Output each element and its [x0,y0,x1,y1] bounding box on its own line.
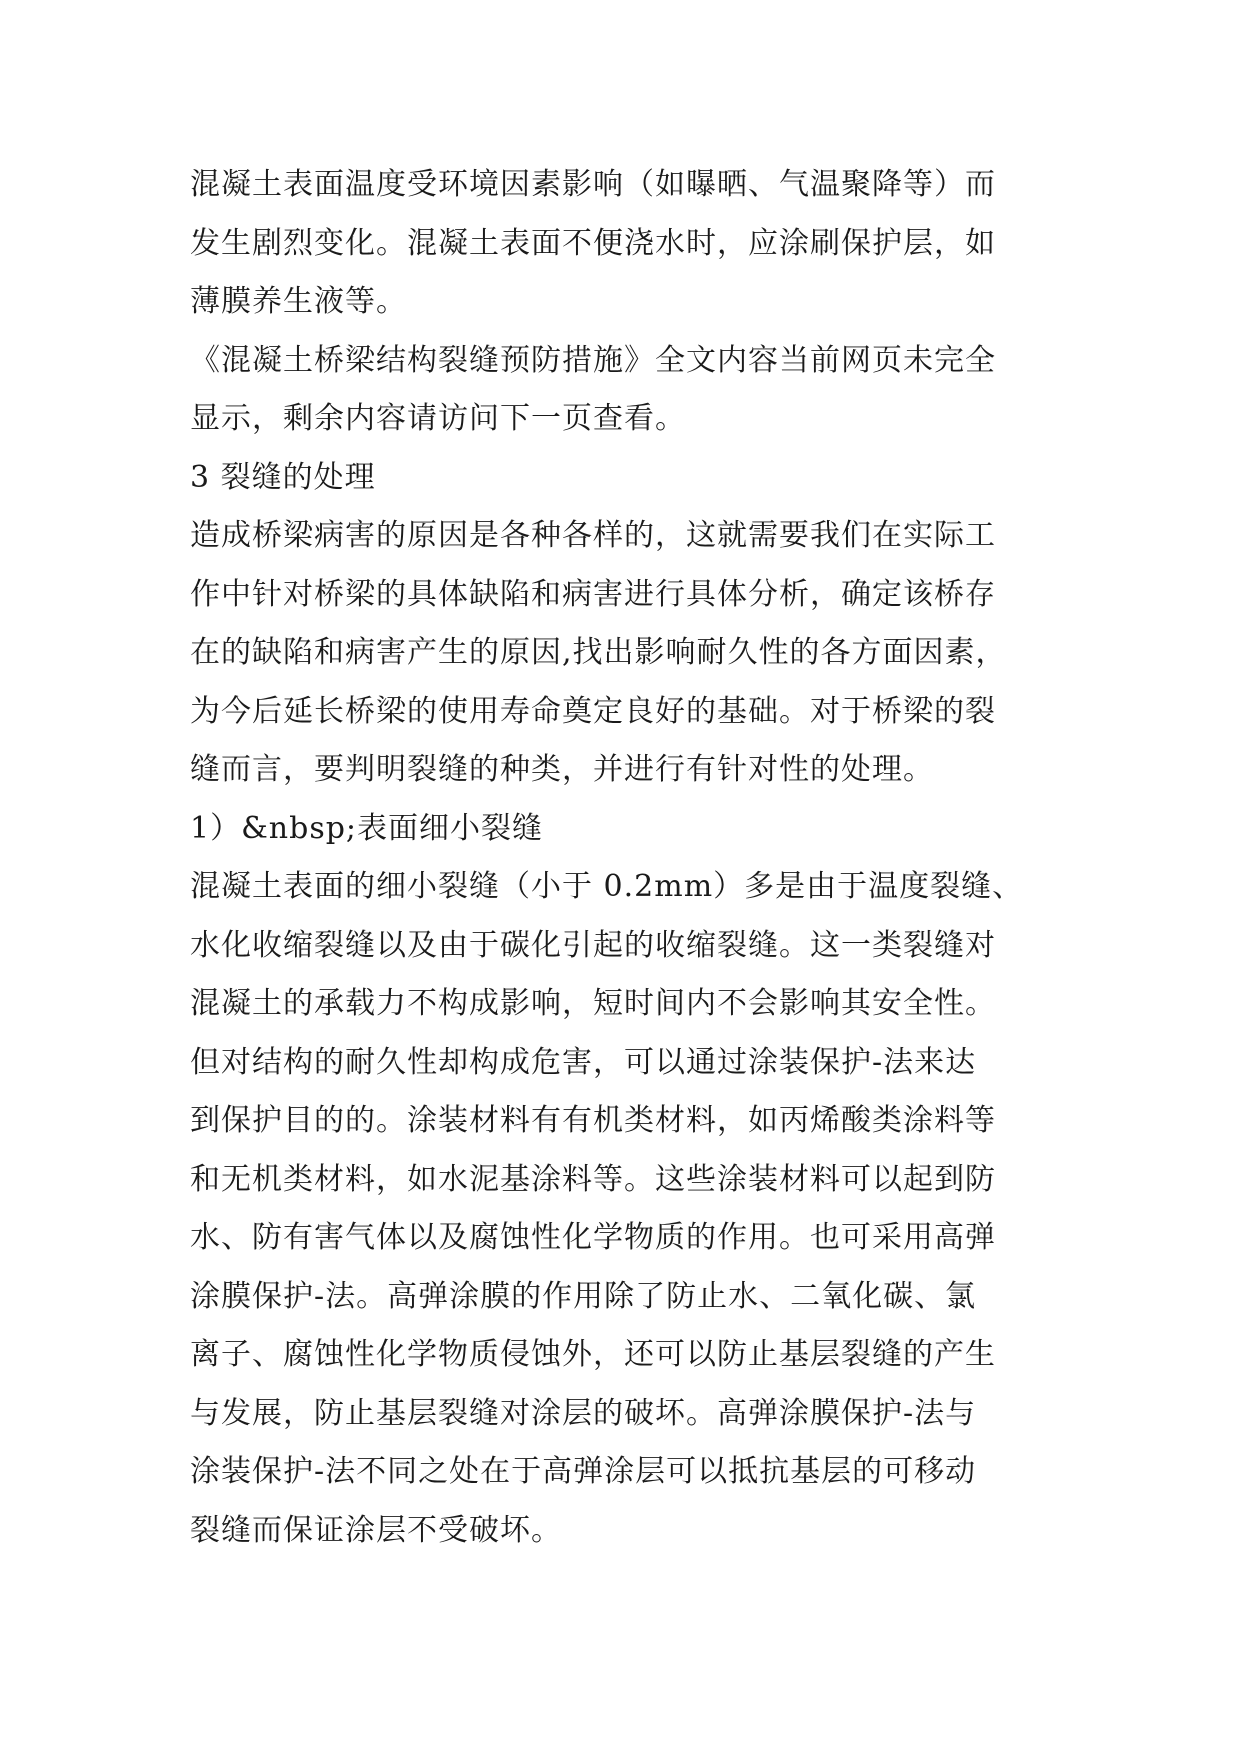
text-line: 发生剧烈变化。混凝土表面不便浇水时，应涂刷保护层，如 [190,225,996,261]
text-line: 缝而言，要判明裂缝的种类，并进行有针对性的处理。 [190,752,934,787]
subsection-heading: 1）&nbsp;表面细小裂缝 [190,810,544,846]
text-line: 到保护目的的。涂装材料有有机类材料，如丙烯酸类涂料等 [190,1103,996,1138]
text-line: 但对结构的耐久性却构成危害，可以通过涂装保护-法来达 [190,1044,977,1080]
text-line: 在的缺陷和病害产生的原因,找出影响耐久性的各方面因素， [190,635,1007,670]
section-heading: 3 裂缝的处理 [190,459,376,495]
text-line: 作中针对桥梁的具体缺陷和病害进行具体分析，确定该桥存 [190,576,996,612]
text-line: 离子、腐蚀性化学物质侵蚀外，还可以防止基层裂缝的产生 [190,1337,996,1372]
text-line: 和无机类材料，如水泥基涂料等。这些涂装材料可以起到防 [190,1161,996,1197]
text-line: 薄膜养生液等。 [190,284,407,319]
text-line: 为今后延长桥梁的使用寿命奠定良好的基础。对于桥梁的裂 [190,693,996,729]
text-line: 涂膜保护-法。高弹涂膜的作用除了防止水、二氧化碳、氯 [190,1278,977,1314]
text-line: 裂缝而保证涂层不受破坏。 [190,1512,562,1548]
text-line: 水、防有害气体以及腐蚀性化学物质的作用。也可采用高弹 [190,1220,996,1255]
text-line: 显示，剩余内容请访问下一页查看。 [190,401,686,436]
text-line: 与发展，防止基层裂缝对涂层的破坏。高弹涂膜保护-法与 [190,1395,977,1431]
text-line: 混凝土表面的细小裂缝（小于 0.2mm）多是由于温度裂缝、 [190,869,1024,904]
text-line: 混凝土的承载力不构成影响，短时间内不会影响其安全性。 [190,986,996,1021]
text-line: 《混凝土桥梁结构裂缝预防措施》全文内容当前网页未完全 [190,342,996,378]
text-line: 造成桥梁病害的原因是各种各样的，这就需要我们在实际工 [190,518,996,553]
text-line: 涂装保护-法不同之处在于高弹涂层可以抵抗基层的可移动 [190,1454,977,1489]
document-body [190,156,1070,1560]
text-line: 水化收缩裂缝以及由于碳化引起的收缩裂缝。这一类裂缝对 [190,927,996,963]
text-line: 混凝土表面温度受环境因素影响（如曝晒、气温聚降等）而 [190,167,996,202]
